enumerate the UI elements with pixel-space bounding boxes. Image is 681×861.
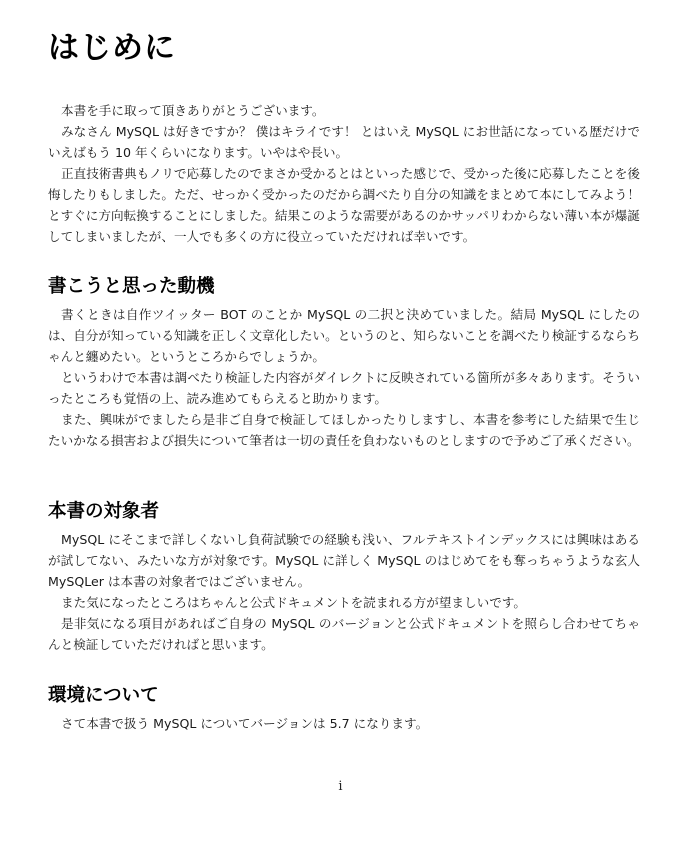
section-environment	[48, 713, 640, 734]
chapter-title: はじめに	[48, 30, 176, 66]
section-heading-environment: 環境について	[48, 685, 159, 706]
motivation-paragraph-1: 書くときは自作ツイッター BOT のことか MySQL の二択と決めていました。結局 MySQL にしたのは、自分が知っている知識を正しく文章化したい。というのと、知らないことを調べたり検証するならちゃんと纏めたい。というところからでしょうか。	[48, 307, 640, 364]
section-motivation	[48, 304, 640, 451]
page-number: i	[338, 779, 343, 794]
audience-paragraph-1: MySQL にそこまで詳しくないし負荷試験での経験も浅い、フルテキストインデックスには興味はあるが試してない、みたいな方が対象です。MySQL に詳しく MySQL のはじめてをも奪っちゃうような玄人 MySQLer は本書の対象者ではございません。	[48, 532, 640, 589]
audience-paragraph-3: 是非気になる項目があればご自身の MySQL のバージョンと公式ドキュメントを照らし合わせてちゃんと検証していただければと思います。	[48, 616, 640, 652]
intro-section	[48, 100, 640, 247]
audience-paragraph-2: また気になったところはちゃんと公式ドキュメントを読まれる方が望ましいです。	[61, 595, 526, 610]
motivation-paragraph-2: というわけで本書は調べたり検証した内容がダイレクトに反映されている箇所が多々あります。そういったところも覚悟の上、読み進めてもらえると助かります。	[48, 370, 640, 406]
section-heading-audience: 本書の対象者	[48, 501, 160, 522]
intro-paragraph-1: 本書を手に取って頂きありがとうございます。	[61, 103, 325, 118]
environment-paragraph-1: さて本書で扱う MySQL についてバージョンは 5.7 になります。	[61, 716, 429, 731]
section-heading-motivation: 書こうと思った動機	[48, 276, 215, 297]
intro-paragraph-2: みなさん MySQL は好きですか？ 僕はキライです！ とはいえ MySQL にお世話になっている歴だけでいえばもう 10 年くらいになります。いやはや長い。	[48, 124, 640, 160]
motivation-paragraph-3: また、興味がでましたら是非ご自身で検証してほしかったりしますし、本書を参考にした結果で生じたいかなる損害および損失について筆者は一切の責任を負わないものとしますので予めご了承ください。	[48, 412, 640, 448]
section-audience	[48, 529, 640, 655]
intro-paragraph-3: 正直技術書典もノリで応募したのでまさか受かるとはといった感じで、受かった後に応募したことを後悔したりもしました。ただ、せっかく受かったのだから調べたり自分の知識をまとめて本にしてみよう！ とすぐに方向転換することにしました。結果このような需要があるのかサッパリわからない薄い本が爆誕してしまいましたが、一人でも多くの方に役立っていただければ幸いです。	[48, 166, 640, 244]
